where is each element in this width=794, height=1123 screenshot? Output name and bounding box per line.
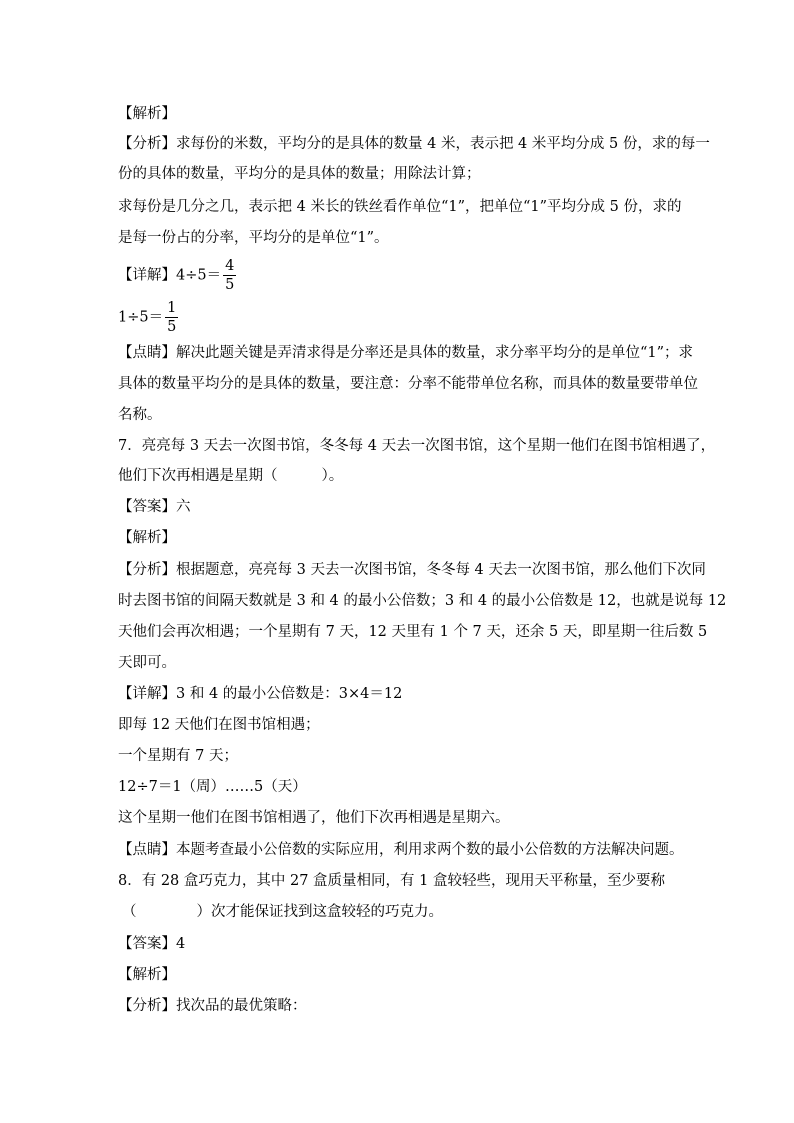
answer-line: 【答案】六 <box>118 499 191 515</box>
section-heading-analysis: 【解析】 <box>118 530 176 546</box>
section-heading-analysis: 【解析】 <box>118 967 176 983</box>
question-text: （ <box>122 904 137 920</box>
analysis-line: 是每一份占的分率，平均分的是单位“1”。 <box>118 230 389 246</box>
analysis-line: 【分析】找次品的最优策略： <box>118 998 307 1014</box>
comment-line: 具体的数量平均分的是具体的数量，要注意：分率不能带单位名称，而具体的数量要带单位 <box>118 376 698 392</box>
detail-line: 这个星期一他们在图书馆相遇了，他们下次再相遇是星期六。 <box>118 810 510 826</box>
fraction-denominator: 5 <box>225 277 235 293</box>
comment-line: 【点睛】解决此题关键是弄清求得是分率还是具体的数量，求分率平均分的是单位“1”；求 <box>118 345 694 361</box>
comment-line: 名称。 <box>118 407 162 423</box>
analysis-line: 时去图书馆的间隔天数就是 3 和 4 的最小公倍数；3 和 4 的最小公倍数是 12，也就是说每 12 <box>118 593 727 609</box>
analysis-line: 份的具体的数量，平均分的是具体的数量；用除法计算； <box>118 166 481 182</box>
analysis-line: 【分析】根据题意，亮亮每 3 天去一次图书馆，冬冬每 4 天去一次图书馆，那么他们下次同 <box>118 562 706 578</box>
question-7-line2 <box>118 466 343 486</box>
fraction <box>165 299 178 336</box>
question-text: ）次才能保证找到这盒较轻的巧克力。 <box>196 904 443 920</box>
analysis-line: 求每份是几分之几，表示把 4 米长的铁丝看作单位“1”，把单位“1”平均分成 5 份，求的 <box>118 199 682 215</box>
question-8: 8．有 28 盒巧克力，其中 27 盒质量相同，有 1 盒较轻些，现用天平称量，至少要称 <box>118 873 666 889</box>
detail-line: 【详解】3 和 4 的最小公倍数是：3×4＝12 <box>118 686 403 702</box>
fraction-numerator: 4 <box>225 258 235 274</box>
question-text: ）。 <box>321 468 344 484</box>
answer-line: 【答案】4 <box>118 936 186 952</box>
detail-line: 12÷7＝1（周）……5（天） <box>118 779 307 795</box>
analysis-line: 天他们会再次相遇；一个星期有 7 天，12 天里有 1 个 7 天，还余 5 天，即星期一往后数 5 <box>118 624 708 640</box>
question-7: 7．亮亮每 3 天去一次图书馆，冬冬每 4 天去一次图书馆，这个星期一他们在图书馆相遇了， <box>118 438 716 454</box>
detail-expression: 【详解】4÷5＝ <box>118 267 222 284</box>
detail-line: 一个星期有 7 天； <box>118 748 238 764</box>
section-heading-analysis: 【解析】 <box>118 106 176 122</box>
detail-line: 即每 12 天他们在图书馆相遇； <box>118 717 320 733</box>
detail-expression: 1÷5＝ <box>118 309 164 326</box>
fraction-denominator: 5 <box>167 319 177 335</box>
detail-line-fraction <box>118 299 178 336</box>
comment-line: 【点睛】本题考查最小公倍数的实际应用，利用求两个数的最小公倍数的方法解决问题。 <box>118 842 684 858</box>
detail-line-fraction <box>118 257 236 294</box>
question-8-line2 <box>122 902 443 922</box>
fraction-numerator: 1 <box>167 300 177 316</box>
fraction <box>223 257 236 294</box>
analysis-line: 天即可。 <box>118 655 176 671</box>
question-text: 他们下次再相遇是星期（ <box>118 468 278 484</box>
analysis-line: 【分析】求每份的米数，平均分的是具体的数量 4 米，表示把 4 米平均分成 5 份，求的每一 <box>118 136 710 152</box>
